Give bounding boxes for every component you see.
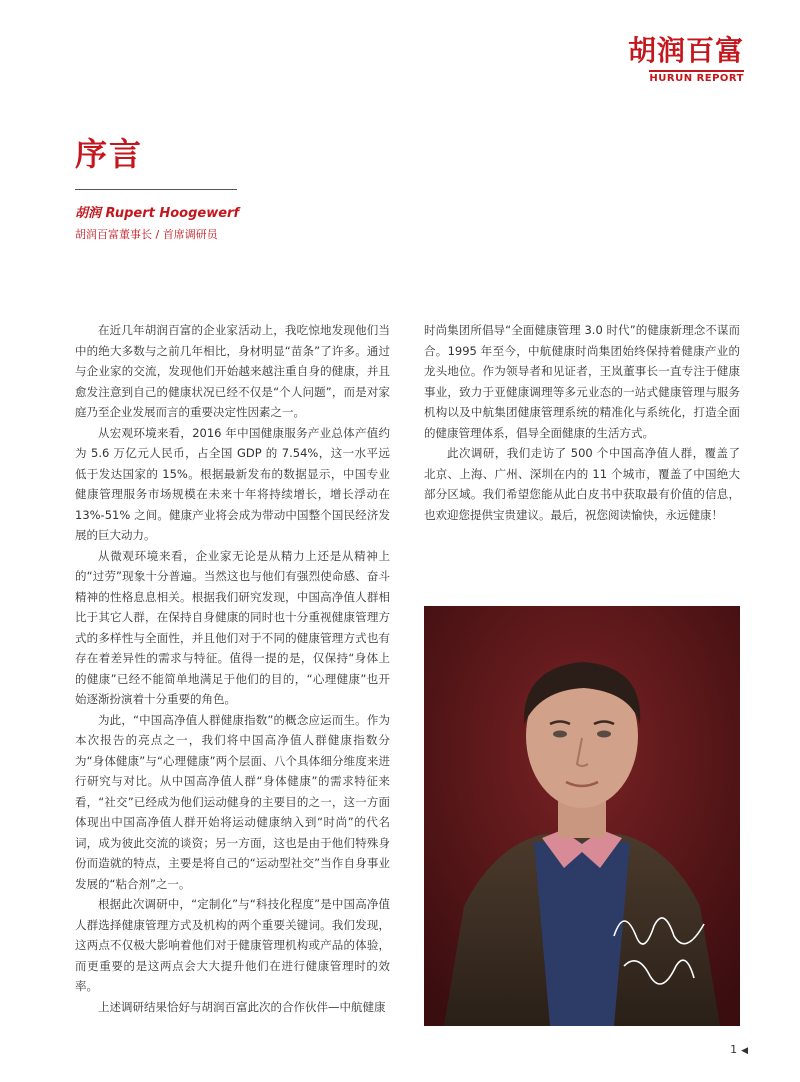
paragraph: 时尚集团所倡导“全面健康管理 3.0 时代”的健康新理念不谋而合。1995 年至今，中航健康时尚集团始终保持着健康产业的龙头地位。作为领导者和见证者，王岚董事长一直专注于健康事业，致力于亚健康调理等多元业态的一站式健康管理与服务机构以及中航集团健康管理系统的精准化与系统化，打造全面的健康管理体系，倡导全面健康的生活方式。 — [424, 323, 740, 440]
page-number — [730, 1043, 748, 1056]
paragraph: 在近几年胡润百富的企业家活动上，我吃惊地发现他们当中的绝大多数与之前几年相比，身材明显“苗条”了许多。通过与企业家的交流，发现他们开始越来越注重自身的健康，并且愈发注意到自己的健康状况已经不仅是“个人问题”，而是对家庭乃至企业发展而言的重要决定性因素之一。 — [75, 323, 390, 419]
hurun-logo — [616, 36, 744, 85]
page-title: 序言 — [75, 135, 144, 173]
author-portrait — [424, 606, 740, 1026]
logo-chinese: 胡润百富 — [627, 34, 744, 67]
title-divider — [75, 189, 237, 190]
page-pointer-icon: ◀ — [741, 1046, 748, 1056]
paragraph: 此次调研，我们走访了 500 个中国高净值人群，覆盖了北京、上海、广州、深圳在内的 11 个城市，覆盖了中国绝大部分区域。我们希望您能从此白皮书中获取最有价值的信息，也欢迎您提供宝贵建议。最后，祝您阅读愉快，永远健康！ — [424, 446, 740, 522]
paragraph: 为此，“中国高净值人群健康指数”的概念应运而生。作为本次报告的亮点之一，我们将中国高净值人群健康指数分为“身体健康”与“心理健康”两个层面、八个具体细分维度来进行研究与对比。从中国高净值人群“身体健康”的需求特征来看，“社交”已经成为他们运动健身的主要目的之一，这一方面体现出中国高净值人群开始将运动健康纳入到“时尚”的代名词，成为彼此交流的谈资；另一方面，这也是由于他们特殊身份而造就的特点，主要是将自己的“运动型社交”当作自身事业发展的“粘合剂”之一。 — [75, 712, 390, 891]
paragraph: 从宏观环境来看，2016 年中国健康服务产业总体产值约为 5.6 万亿元人民币，占全国 GDP 的 7.54%，这一水平远低于发达国家的 15%。根据最新发布的数据显示，中国专业健康管理服务市场规模在未来十年将持续增长，增长浮动在 13%-51% 之间。健康产业将会成为带动中国整个国民经济发展的巨大动力。 — [75, 425, 390, 542]
portrait-image — [424, 606, 740, 1026]
paragraph: 上述调研结果恰好与胡润百富此次的合作伙伴—中航健康 — [98, 999, 386, 1014]
body-column-right — [424, 320, 740, 525]
page-number-value: 1 — [730, 1043, 738, 1056]
logo-english: HURUN REPORT — [649, 70, 744, 85]
author-role: 胡润百富董事长 / 首席调研员 — [75, 228, 218, 241]
paragraph: 从微观环境来看，企业家无论是从精力上还是从精神上的“过劳”现象十分普遍。当然这也与他们有强烈使命感、奋斗精神的性格息息相关。根据我们研究发现，中国高净值人群相比于其它人群，在保持自身健康的同时也十分重视健康管理方式的多样性与全面性，并且他们对于不同的健康管理方式也有存在着差异性的需求与特征。值得一提的是，仅保持“身体上的健康”已经不能简单地满足于他们的目的，“心理健康”也开始逐渐扮演着十分重要的角色。 — [75, 548, 390, 706]
body-column-left — [75, 320, 390, 1017]
paragraph: 根据此次调研中，“定制化”与“科技化程度”是中国高净值人群选择健康管理方式及机构的两个重要关键词。我们发现，这两点不仅极大影响着他们对于健康管理机构或产品的体验，而更重要的是这两点会大大提升他们在进行健康管理时的效率。 — [75, 897, 390, 993]
author-name: 胡润 Rupert Hoogewerf — [75, 206, 240, 221]
